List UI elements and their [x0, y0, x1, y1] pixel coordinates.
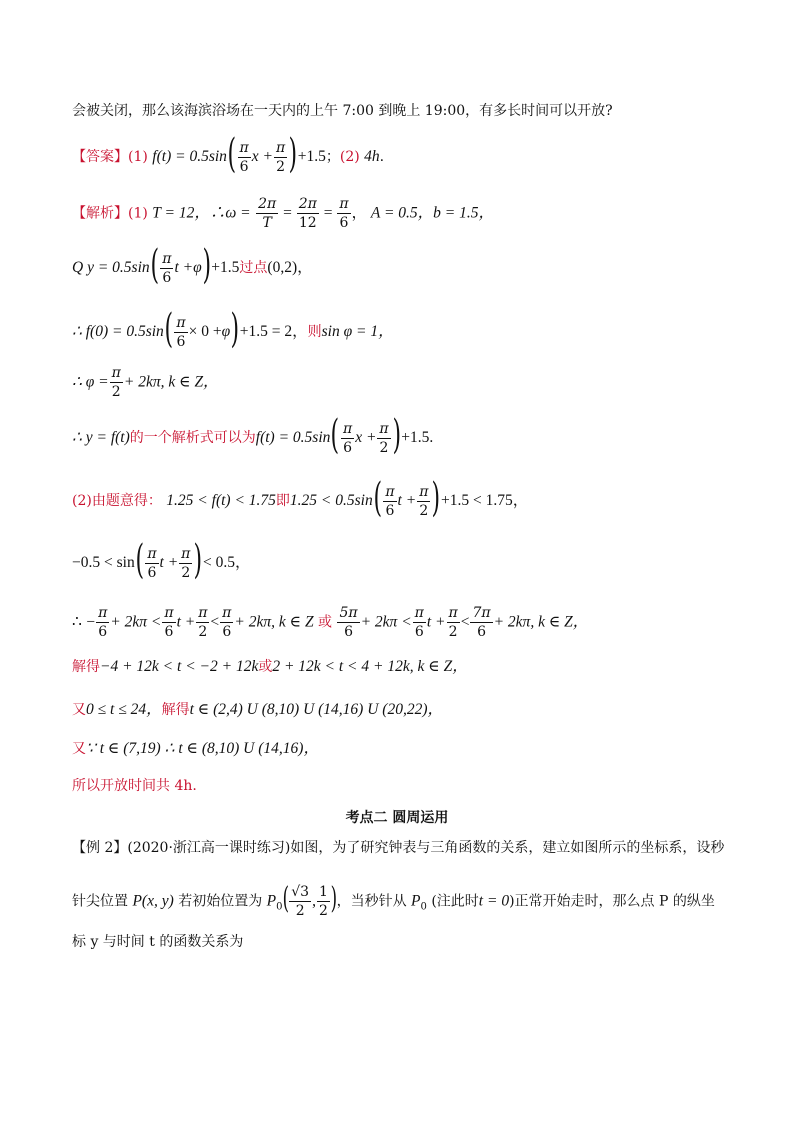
part2-line-5: 又0 ≤ t ≤ 24，解得t ∈ (2,4) U (8,10) U (14,16) U (20,22)，: [72, 701, 443, 718]
part2-line-2: −0.5 < sin( $\frac{\pi}{6}$ t + $\frac{\pi}{2}$ )< 0.5，: [72, 537, 251, 583]
section-heading: 考点二 圆周运用: [345, 810, 449, 826]
example-line-1: 【例 2】(2020·浙江高一课时练习)如图，为了研究钟表与三角函数的关系，建立如图所示的坐标系，设秒: [72, 840, 725, 856]
answer-part2-value: 4h: [364, 148, 380, 165]
example-tag: 【例 2】: [72, 840, 128, 856]
part2-line-4: 解得−4 + 12k < t < −2 + 12k或2 + 12k < t < 4 + 12k, k ∈ Z，: [72, 658, 468, 675]
part2-line-3: ∴ − $\frac{\pi}{6}$ + 2kπ < $\frac{\pi}{6}$ t + $\frac{\pi}{2}$ < $\frac{\pi}{6}$ + 2kπ, k ∈ Z 或 $\frac{5\pi}{6}$ + 2kπ < $\frac{\pi}{6}$ t + $\frac{\pi}{2}$ < $\frac{7\pi}{6}$ + 2kπ, k ∈ Z，: [72, 605, 589, 640]
example-line-2: 针尖位置 P(x, y) 若初始位置为 $P_0$( $\frac{√3}{2}$ , $\frac{1}{2}$ )，当秒针从 $P_0$ (注此时t = 0)正常开始走时，那么点 P 的纵坐: [72, 880, 715, 919]
example-line-3: 标 y 与时间 t 的函数关系为: [72, 934, 244, 950]
solution-line-2: Q y = 0.5sin( $\frac{\pi}{6}$ t +φ)+1.5过点(0,2)，: [72, 242, 313, 288]
part2-line-6: 又∵ t ∈ (7,19) ∴ t ∈ (8,10) U (14,16)，: [72, 740, 319, 757]
answer-tag: 【答案】: [72, 149, 128, 165]
answer-line: 【答案】(1) f(t) = 0.5sin( $\frac{\pi}{6}$ x + $\frac{\pi}{2}$ )+1.5；(2) 4h.: [72, 131, 385, 177]
solution-line-3: ∴ f(0) = 0.5sin( $\frac{\pi}{6}$ × 0 +φ)+1.5 = 2，则sin φ = 1，: [72, 306, 394, 352]
solution-line-1: 【解析】(1) T = 12，∴ω = $\frac{2\pi}{T}$ = $\frac{2\pi}{12}$ = $\frac{\pi}{6}$ ， A = 0.5，b = 1.5，: [72, 196, 495, 231]
solution-line-5: ∴ y = f(t)的一个解析式可以为f(t) = 0.5sin( $\frac{\pi}{6}$ x + $\frac{\pi}{2}$ )+1.5.: [72, 412, 434, 458]
part2-line-1: (2)由题意得： 1.25 < f(t) < 1.75即1.25 < 0.5sin( $\frac{\pi}{6}$ t + $\frac{\pi}{2}$ )+1.5 < 1.75，: [72, 475, 529, 521]
solution-tag: 【解析】: [72, 205, 128, 222]
answer-formula-lhs: f(t) = 0.5sin: [152, 148, 227, 165]
solution-line-4: ∴ φ = $\frac{\pi}{2}$ + 2kπ, k ∈ Z，: [72, 365, 219, 400]
intro-line: 会被关闭，那么该海滨浴场在一天内的上午 7:00 到晚上 19:00，有多长时间可以开放?: [72, 103, 613, 119]
part2-line-7: 所以开放时间共 4h.: [72, 778, 197, 794]
